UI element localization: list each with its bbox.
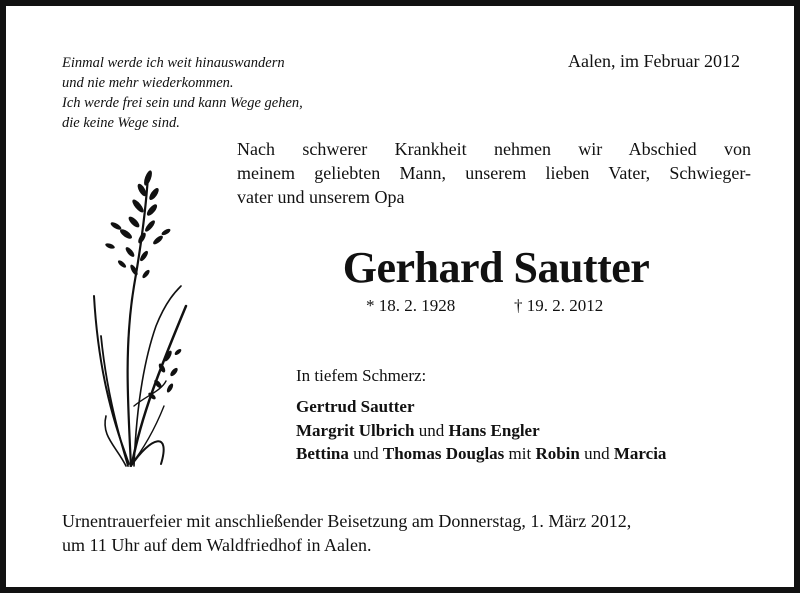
poem-line: Ich werde frei sein und kann Wege gehen, xyxy=(62,95,303,111)
poem-line: Einmal werde ich weit hinauswandern xyxy=(62,55,285,71)
mourner-name: Margrit Ulbrich xyxy=(296,420,415,440)
grief-line: In tiefem Schmerz: xyxy=(296,366,427,385)
grass-plant-icon xyxy=(86,166,196,471)
poem-line: die keine Wege sind. xyxy=(62,115,180,131)
funeral-info xyxy=(62,509,752,557)
mourner-name: Thomas Douglas xyxy=(382,444,505,463)
mourner-name: Marcia xyxy=(613,444,667,463)
intro-text xyxy=(237,137,751,209)
funeral-line: Urnentrauerfeier mit anschließender Beisetzung am Donnerstag, 1. März 2012, xyxy=(62,511,632,531)
intro-line: vater und unserem Opa xyxy=(237,187,405,207)
poem xyxy=(62,53,392,133)
intro-line: meinem geliebten Mann, unserem lieben Vater, Schwieger- xyxy=(237,163,751,183)
mourner-name: Gertrud Sautter xyxy=(296,397,415,416)
intro-line: Nach schwerer Krankheit nehmen wir Abschied von xyxy=(237,139,751,159)
mourner-line xyxy=(296,442,666,466)
place-date: Aalen, im Februar 2012 xyxy=(568,51,740,71)
mourner-name: Robin xyxy=(535,444,580,463)
death-date: † 19. 2. 2012 xyxy=(514,296,604,315)
funeral-line: um 11 Uhr auf dem Waldfriedhof in Aalen. xyxy=(62,535,372,555)
mourner-line xyxy=(296,419,666,443)
mourners-list xyxy=(296,395,666,466)
conjunction: und xyxy=(418,420,445,440)
deceased-name: Gerhard Sautter xyxy=(342,243,650,292)
conjunction: und xyxy=(584,444,610,463)
mourner-name: Hans Engler xyxy=(448,420,540,440)
mourner-name: Bettina xyxy=(296,444,349,463)
birth-date: * 18. 2. 1928 xyxy=(366,296,456,315)
poem-line: und nie mehr wiederkommen. xyxy=(62,75,234,91)
mourner-line xyxy=(296,395,666,419)
conjunction: mit xyxy=(508,444,532,463)
conjunction: und xyxy=(353,444,379,463)
